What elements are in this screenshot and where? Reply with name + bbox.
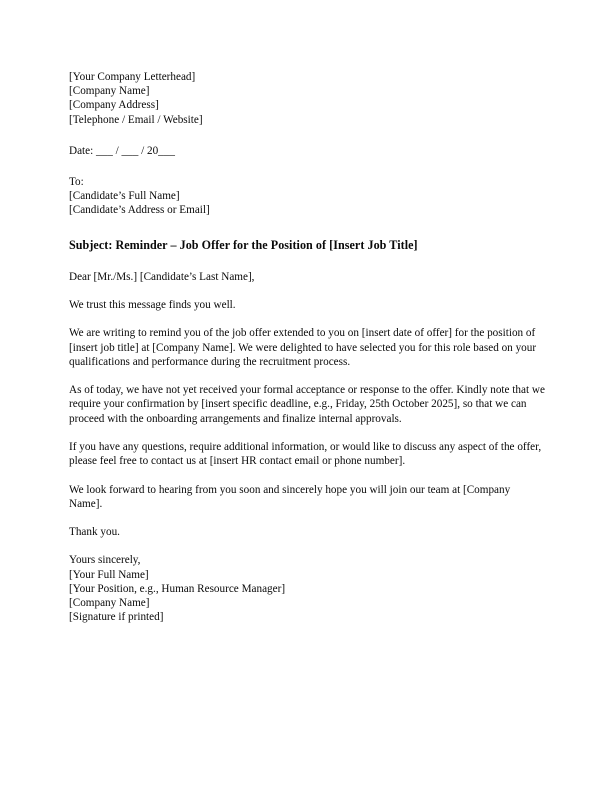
spacer-p1 <box>69 312 546 326</box>
letterhead-line-company-letterhead: [Your Company Letterhead] <box>69 71 196 83</box>
date-line: Date: ___ / ___ / 20___ <box>69 144 175 157</box>
spacer-after-date <box>69 158 546 175</box>
letter-content <box>69 70 546 625</box>
spacer-before-subject <box>69 218 546 238</box>
recipient-block <box>69 175 546 218</box>
subject-line: Subject: Reminder – Job Offer for the Position of [Insert Job Title] <box>69 237 418 252</box>
signature-company-name: [Company Name] <box>69 597 150 610</box>
spacer-p2 <box>69 369 546 383</box>
body-paragraph-greeting: We trust this message finds you well. <box>69 298 236 311</box>
letterhead-block <box>69 70 546 127</box>
letterhead-line-company-address: [Company Address] <box>69 99 159 112</box>
letterhead-line-contact: [Telephone / Email / Website] <box>69 113 203 126</box>
signature-full-name: [Your Full Name] <box>69 568 149 581</box>
date-block <box>69 144 546 158</box>
recipient-line-address: [Candidate’s Address or Email] <box>69 204 210 217</box>
recipient-label-to: To: <box>69 176 84 189</box>
spacer-p3 <box>69 426 546 440</box>
signature-closing-phrase: Yours sincerely, <box>69 554 141 567</box>
letterhead-line-company-name: [Company Name] <box>69 85 150 98</box>
signature-block <box>69 553 546 624</box>
spacer-p4 <box>69 469 546 483</box>
spacer-after-subject <box>69 253 546 270</box>
spacer-p5 <box>69 511 546 525</box>
salutation-line: Dear [Mr./Ms.] [Candidate’s Last Name], <box>69 270 255 283</box>
body-paragraph-deadline: As of today, we have not yet received your formal acceptance or response to the offer. Kindly note that we require your confirmation by [insert specific deadline, e.g., Friday, 25th October 2025], so that we can proceed with the onboarding arrangements and finalize internal approvals. <box>69 384 545 425</box>
recipient-line-full-name: [Candidate’s Full Name] <box>69 190 180 203</box>
spacer-after-letterhead <box>69 127 546 144</box>
body-paragraph-closing-hope: We look forward to hearing from you soon and sincerely hope you will join our team at [Company Name]. <box>69 483 511 510</box>
body-paragraph-offer-reminder: We are writing to remind you of the job offer extended to you on [insert date of offer] for the position of [insert job title] at [Company Name]. We were delighted to have selected you for this role based on your qualifications and performance during the recruitment process. <box>69 327 537 368</box>
body-paragraph-thank-you: Thank you. <box>69 526 120 539</box>
signature-printed-note: [Signature if printed] <box>69 611 164 624</box>
body-paragraph-contact: If you have any questions, require additional information, or would like to discuss any aspect of the offer, please feel free to contact us at [insert HR contact email or phone number]. <box>69 441 542 468</box>
spacer-after-salutation <box>69 284 546 298</box>
spacer-before-signature <box>69 539 546 553</box>
signature-position: [Your Position, e.g., Human Resource Manager] <box>69 582 286 595</box>
